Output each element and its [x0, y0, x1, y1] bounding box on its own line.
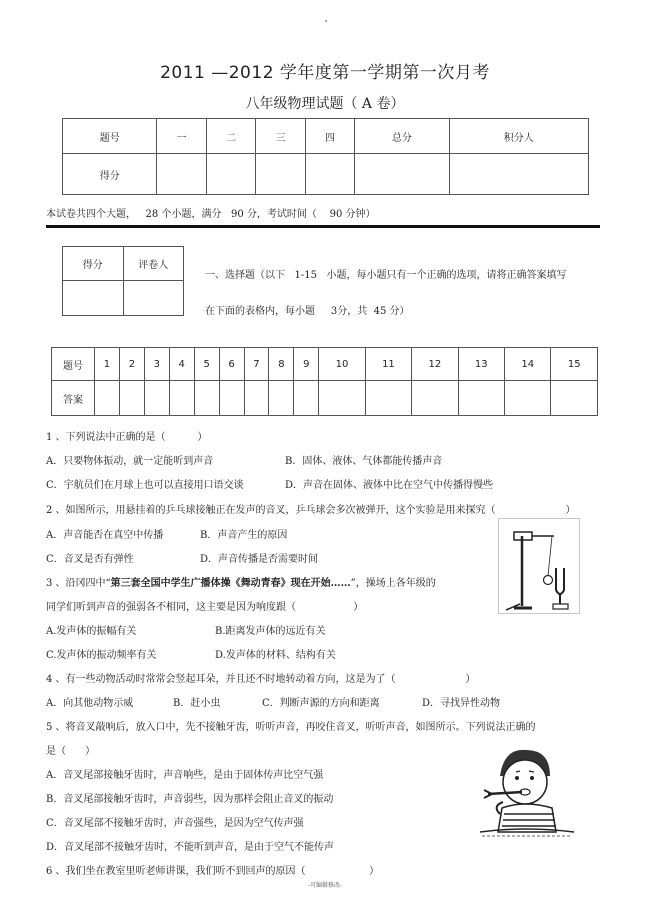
q5-option-c: C．音叉尾部不接触牙齿时，声音强些，是因为空气传声强 [46, 818, 304, 829]
q3-option-b: B.距离发声体的远近有关 [215, 626, 326, 637]
question-5: 5 、将音叉敲响后，放入口中，先不接触牙齿，听听声音，再咬住音叉，听听声音，如图所示。下列说法正确的 [46, 722, 536, 733]
score-header-cell: 二 [206, 119, 255, 154]
score-cell[interactable] [206, 154, 255, 195]
answer-cell[interactable] [95, 381, 120, 416]
score-table [62, 118, 589, 195]
score-table-header-row [63, 119, 589, 154]
q2-option-d: D．声音传播是否需要时间 [200, 554, 319, 565]
tuning-fork-figure [498, 518, 580, 614]
question-6: 6 、我们坐在教室里听老师讲课，我们听不到回声的原因（ ） [46, 866, 380, 877]
q3-option-d: D.发声体的材料、结构有关 [215, 650, 336, 661]
question-3 [46, 574, 436, 589]
boy-tuning-fork-figure [470, 742, 580, 838]
exam-intro: 本试卷共四个大题， 28 个小题，满分 90 分，考试时间（ 90 分钟） [46, 209, 376, 220]
answer-cell[interactable] [269, 381, 294, 416]
answer-number-cell: 12 [412, 348, 458, 381]
q3-suffix: ”，操场上各年级的 [350, 578, 436, 589]
q2-option-c: C．音叉是否有弹性 [46, 554, 134, 565]
score-cell[interactable] [256, 154, 305, 195]
grader-name-label: 评卷人 [123, 247, 184, 281]
q4-option-b: B．赶小虫 [173, 698, 221, 709]
page-footer: -可编辑修改- [307, 882, 343, 889]
question-1: 1 、下列说法中正确的是（ ） [46, 432, 208, 443]
score-row-label: 得分 [63, 154, 157, 195]
q5-option-b: B．音叉尾部接触牙齿时，声音弱些，因为那样会阻止音叉的振动 [46, 794, 334, 805]
answer-cell[interactable] [412, 381, 458, 416]
answer-number-cell: 6 [219, 348, 244, 381]
score-cell[interactable] [355, 154, 449, 195]
grader-name-cell[interactable] [123, 281, 184, 316]
score-cell[interactable] [305, 154, 354, 195]
q4-option-a: A．向其他动物示威 [46, 698, 134, 709]
q1-option-a: A．只要物体振动，就一定能听到声音 [46, 456, 214, 467]
answer-number-cell: 1 [95, 348, 120, 381]
answer-cell[interactable] [551, 381, 598, 416]
section1-line2: 在下面的表格内，每小题 3分，共 45 分） [205, 306, 410, 317]
answer-cell[interactable] [219, 381, 244, 416]
answer-cell[interactable] [319, 381, 365, 416]
q1-option-c: C．宇航员们在月球上也可以直接用口语交谈 [46, 480, 244, 491]
score-header-cell: 积分人 [449, 119, 588, 154]
score-cell[interactable] [157, 154, 206, 195]
answer-number-cell: 11 [365, 348, 411, 381]
answer-cell[interactable] [119, 381, 144, 416]
q3-quote: 第三套全国中学生广播体操《舞动青春》现在开始…… [110, 578, 351, 589]
answer-cell[interactable] [144, 381, 169, 416]
answer-number-cell: 3 [144, 348, 169, 381]
answer-number-cell: 15 [551, 348, 598, 381]
exam-subtitle: 八年级物理试题（ A 卷） [245, 96, 405, 112]
score-header-cell: 一 [157, 119, 206, 154]
q1-option-d: D．声音在固体、液体中比在空气中传播得慢些 [285, 480, 494, 491]
q2-option-b: B．声音产生的原因 [200, 530, 288, 541]
answer-cell[interactable] [365, 381, 411, 416]
answer-number-cell: 13 [458, 348, 504, 381]
section1-line1: 一、选择题（以下 1-15 小题，每小题只有一个正确的选项，请将正确答案填写 [205, 270, 567, 281]
score-cell[interactable] [449, 154, 588, 195]
score-header-cell: 四 [305, 119, 354, 154]
question-3-line2: 同学们听到声音的强弱各不相同，这主要是因为响度跟（ ） [46, 602, 364, 613]
answer-number-cell: 7 [244, 348, 269, 381]
answer-number-cell: 5 [194, 348, 219, 381]
answer-row-label: 答案 [52, 381, 95, 416]
q5-option-d: D．音叉尾部不接触牙齿时，不能听到声音，是由于空气不能传声 [46, 842, 335, 853]
answer-cell[interactable] [169, 381, 194, 416]
grader-table [62, 246, 184, 316]
answer-cell[interactable] [244, 381, 269, 416]
page-dot [325, 20, 327, 22]
answer-number-cell: 14 [504, 348, 550, 381]
question-5-line2: 是（ ） [46, 746, 96, 757]
question-2: 2 、如图所示，用悬挂着的乒乓球接触正在发声的音叉，乒乓球会多次被弹开，这个实验是用来探究（ ） [46, 505, 576, 516]
answer-row-label: 题号 [52, 348, 95, 381]
q5-option-a: A．音叉尾部接触牙齿时，声音响些，是由于固体传声比空气强 [46, 770, 324, 781]
answer-number-cell: 2 [119, 348, 144, 381]
answer-number-cell: 10 [319, 348, 365, 381]
grader-score-cell[interactable] [63, 281, 124, 316]
answer-table [51, 347, 598, 416]
score-header-cell: 三 [256, 119, 305, 154]
q3-prefix: 3 、沿冈四中“ [46, 578, 111, 589]
answer-cell[interactable] [504, 381, 550, 416]
answer-number-cell: 8 [269, 348, 294, 381]
section1-instructions [205, 258, 567, 330]
q2-option-a: A．声音能否在真空中传播 [46, 530, 164, 541]
answer-number-row [52, 348, 598, 381]
q3-option-a: A.发声体的振幅有关 [46, 626, 137, 637]
grader-score-label: 得分 [63, 247, 124, 281]
score-header-cell: 题号 [63, 119, 157, 154]
q1-option-b: B．固体、液体、气体都能传播声音 [285, 456, 443, 467]
answer-number-cell: 4 [169, 348, 194, 381]
answer-row [52, 381, 598, 416]
q4-option-c: C．判断声源的方向和距离 [262, 698, 380, 709]
answer-number-cell: 9 [294, 348, 319, 381]
q3-option-c: C.发声体的振动频率有关 [46, 650, 157, 661]
answer-cell[interactable] [194, 381, 219, 416]
q4-option-d: D．寻找异性动物 [422, 698, 501, 709]
exam-title: 2011 —2012 学年度第一学期第一次月考 [160, 63, 490, 83]
question-4: 4 、有一些动物活动时常常会竖起耳朵，并且还不时地转动着方向，这是为了（ ） [46, 674, 476, 685]
divider [46, 225, 600, 228]
score-header-cell: 总分 [355, 119, 449, 154]
answer-cell[interactable] [458, 381, 504, 416]
answer-cell[interactable] [294, 381, 319, 416]
score-table-row [63, 154, 589, 195]
